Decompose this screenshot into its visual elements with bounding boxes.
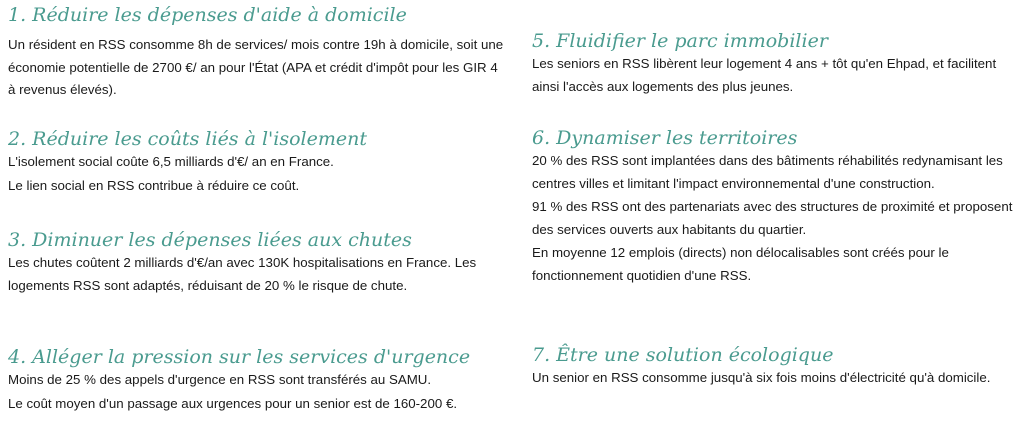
section-text: 20 % des RSS sont implantées dans des bâtiments réhabilités redynamisant les centres villes et limitant l'impact environnemental d'une construction.: [532, 153, 1003, 191]
section-6: [532, 126, 1020, 287]
section-heading: 2. Réduire les coûts liés à l'isolement: [8, 128, 367, 150]
section-text: Le coût moyen d'un passage aux urgences pour un senior est de 160-200 €.: [8, 395, 458, 411]
section-heading: 7. Être une solution écologique: [532, 344, 834, 366]
section-heading: 6. Dynamiser les territoires: [532, 127, 798, 149]
section-5: [532, 29, 1020, 98]
section-text: En moyenne 12 emplois (directs) non délocalisables sont créés pour le fonctionnement quotidien d'une RSS.: [532, 245, 949, 283]
section-text: Le lien social en RSS contribue à réduire ce coût.: [8, 177, 300, 193]
section-3: [8, 228, 508, 297]
section-text: Un résident en RSS consomme 8h de services/ mois contre 19h à domicile, soit une économie potentielle de 2700 €/ an pour l'État (APA et crédit d'impôt pour les GIR 4 à revenus élevés).: [8, 37, 504, 97]
section-1: [8, 3, 508, 102]
section-4: [8, 345, 508, 415]
section-text: 91 % des RSS ont des partenariats avec des structures de proximité et proposent des services ouverts aux habitants du quartier.: [532, 199, 1013, 237]
section-heading: 3. Diminuer les dépenses liées aux chutes: [8, 229, 412, 251]
section-text: Moins de 25 % des appels d'urgence en RSS sont transférés au SAMU.: [8, 372, 432, 387]
section-text: L'isolement social coûte 6,5 milliards d'€/ an en France.: [8, 154, 334, 169]
section-heading: 4. Alléger la pression sur les services d'urgence: [8, 346, 471, 368]
section-2: [8, 127, 508, 197]
section-text: Les chutes coûtent 2 milliards d'€/an avec 130K hospitalisations en France. Les logements RSS sont adaptés, réduisant de 20 % le risque de chute.: [8, 255, 477, 293]
section-text: Les seniors en RSS libèrent leur logement 4 ans + tôt qu'en Ehpad, et facilitent ainsi l'accès aux logements des plus jeunes.: [532, 56, 997, 94]
section-heading: 5. Fluidifier le parc immobilier: [532, 30, 828, 52]
section-7: [532, 343, 1020, 390]
section-heading: 1. Réduire les dépenses d'aide à domicile: [8, 4, 407, 26]
section-text: Un senior en RSS consomme jusqu'à six fois moins d'électricité qu'à domicile.: [532, 370, 991, 385]
